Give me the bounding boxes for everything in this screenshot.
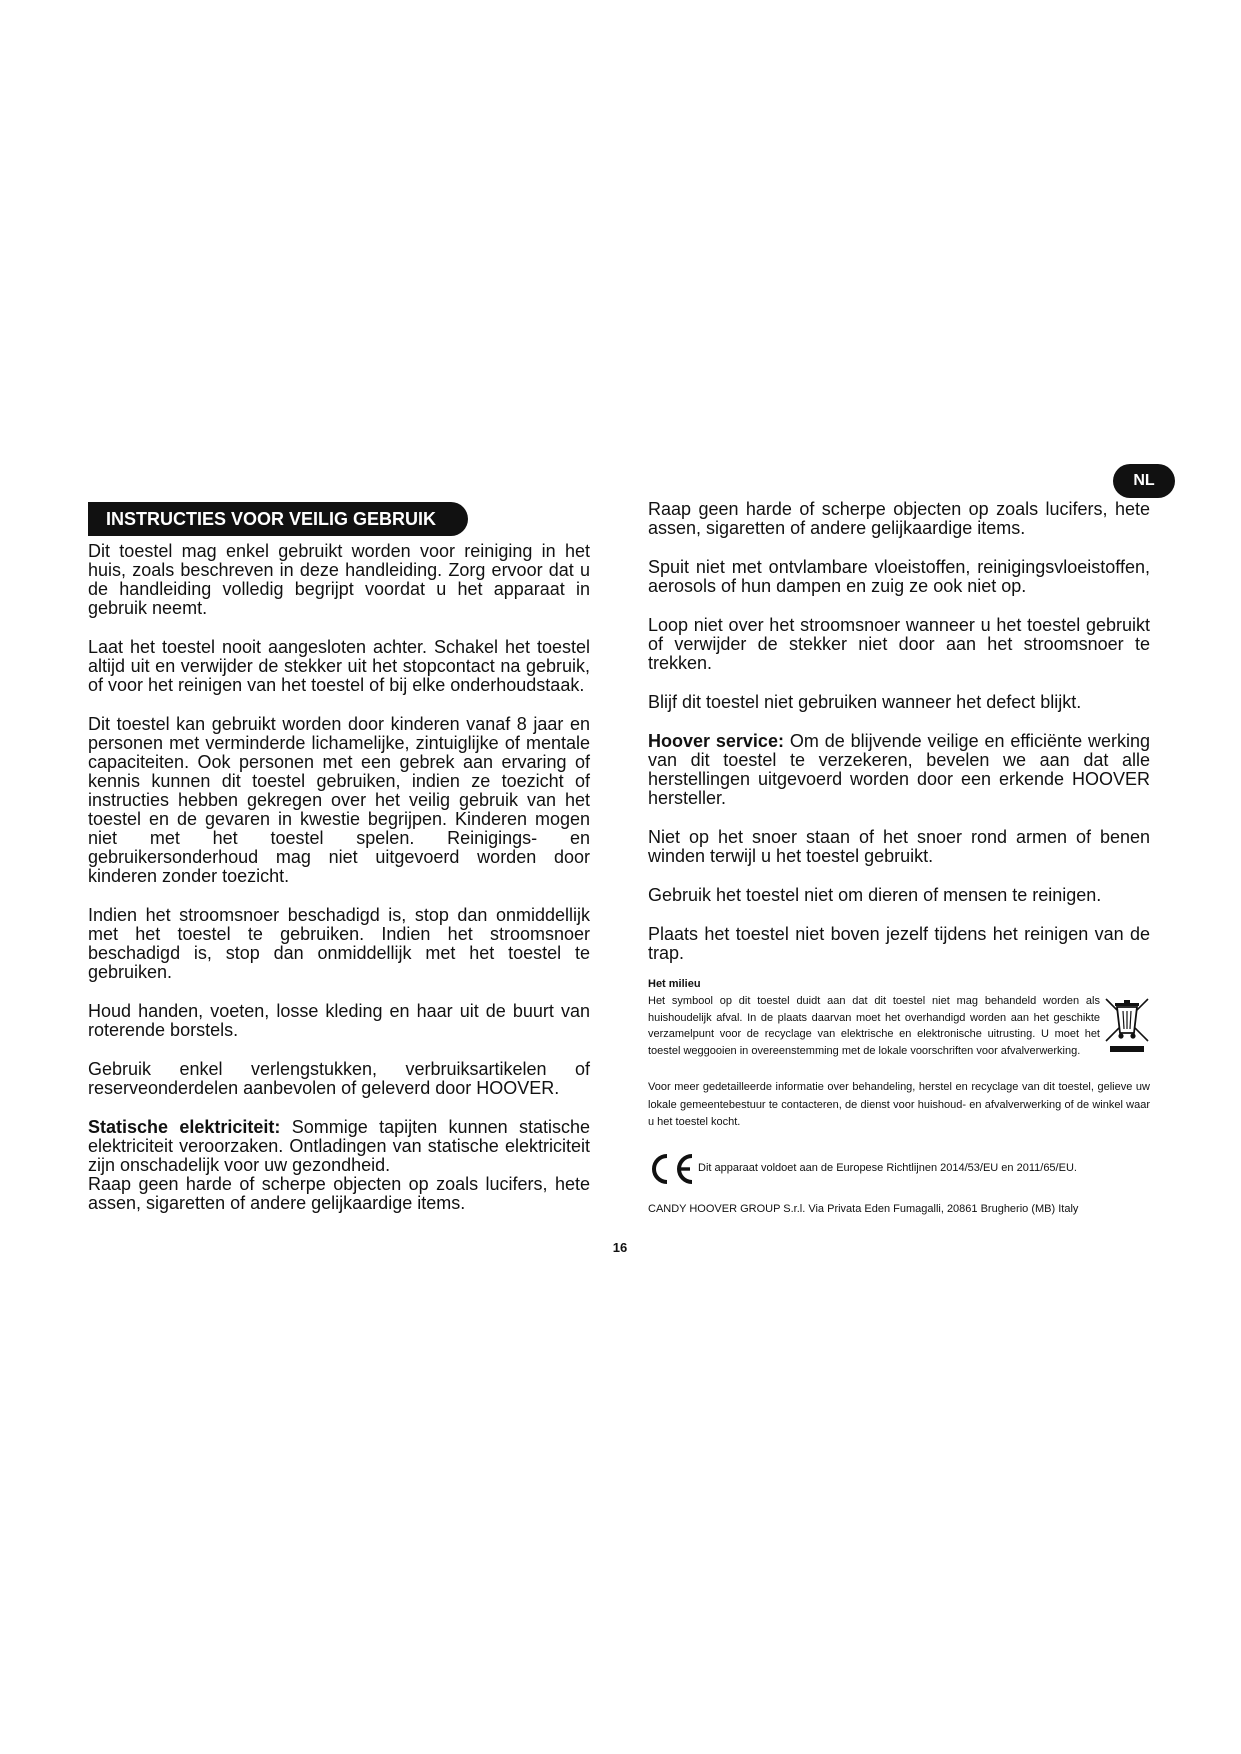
static-electricity-text: Sommige tapijten kunnen statische elektriciteit veroorzaken. Ontladingen van statische elektriciteit zijn onschadelijk voor uw gezondheid. [88, 1117, 590, 1175]
paragraph-rotating-brushes: Houd handen, voeten, losse kleding en haar uit de buurt van roterende borstels. [88, 1001, 590, 1040]
paragraph-children: Dit toestel kan gebruikt worden door kinderen vanaf 8 jaar en personen met verminderde lichamelijke, zintuiglijke of mentale capaciteiten. Ook personen met een gebrek aan ervaring of kennis kunnen dit toestel gebruiken, indien ze toezicht of instructies hebben gekregen over het veilig gebruik van het toestel en de gevaren in kwestie begrijpen. Kinderen mogen niet met het toestel spelen. Reinigings- en gebruikersonderhoud mag niet uitgevoerd worden door kinderen zonder toezicht. [88, 714, 590, 886]
page-number: 16 [612, 1240, 628, 1255]
compliance-text: Dit apparaat voldoet aan de Europese Richtlijnen 2014/53/EU en 2011/65/EU. [698, 1162, 1077, 1174]
left-column [88, 542, 590, 1233]
paragraph-sharp-objects: Raap geen harde of scherpe objecten op zoals lucifers, hete assen, sigaretten of andere gelijkaardige items. [88, 1174, 590, 1213]
paragraph-sharp-objects-right: Raap geen harde of scherpe objecten op zoals lucifers, hete assen, sigaretten of andere gelijkaardige items. [648, 499, 1150, 538]
right-column [648, 500, 1150, 1219]
paragraph-defect: Blijf dit toestel niet gebruiken wanneer het defect blijkt. [648, 692, 1082, 712]
environment-text: Het symbool op dit toestel duidt aan dat dit toestel niet mag behandeld worden als huishoudelijk afval. In de plaats daarvan moet het overhandigd worden aan het geschikte verzamelpunt voor de recyclage van elektrische en elektronische uitrusting. U moet het toestel weggooien in overeenstemming met de lokale voorschriften voor afvalverwerking. [648, 995, 1100, 1057]
environment-title: Het milieu [648, 978, 701, 990]
hoover-service-label: Hoover service: [648, 731, 784, 751]
ce-mark-icon [648, 1152, 696, 1186]
compliance-row [648, 1152, 1150, 1186]
paragraph-unplug: Laat het toestel nooit aangesloten achter. Schakel het toestel altijd uit en verwijder de stekker uit het stopcontact na gebruik, of voor het reinigen van het toestel of bij elke onderhoudstaak. [88, 637, 590, 695]
paragraph-stairs: Plaats het toestel niet boven jezelf tijdens het reinigen van de trap. [648, 924, 1150, 963]
crossed-out-wheelie-bin-icon [1104, 995, 1150, 1053]
section-heading: INSTRUCTIES VOOR VEILIG GEBRUIK [88, 502, 468, 536]
paragraph-damaged-cord: Indien het stroomsnoer beschadigd is, stop dan onmiddellijk met het toestel te gebruiken. Indien het stroomsnoer beschadigd is, stop dan onmiddellijk met het toestel te gebruiken. [88, 905, 590, 982]
company-address: CANDY HOOVER GROUP S.r.l. Via Privata Eden Fumagalli, 20861 Brugherio (MB) Italy [648, 1202, 1079, 1215]
paragraph-static-electricity [88, 1118, 590, 1175]
environment-section [648, 977, 1150, 1132]
paragraph-intended-use: Dit toestel mag enkel gebruikt worden voor reiniging in het huis, zoals beschreven in deze handleiding. Zorg ervoor dat u de handleiding volledig begrijpt voordat u het apparaat in gebruik neemt. [88, 541, 590, 618]
paragraph-flammable-liquids: Spuit niet met ontvlambare vloeistoffen, reinigingsvloeistoffen, aerosols of hun dampen en zuig ze ook niet op. [648, 557, 1150, 596]
paragraph-animals: Gebruik het toestel niet om dieren of mensen te reinigen. [648, 885, 1102, 905]
static-electricity-label: Statische elektriciteit: [88, 1117, 281, 1137]
environment-more-info: Voor meer gedetailleerde informatie over behandeling, herstel en recyclage van dit toestel, gelieve uw lokale gemeentebestuur te contacteren, de dienst voor huishoud- en afvalverwerking of de winkel waar u het toestel kocht. [648, 1081, 1150, 1128]
paragraph-cord-safety: Niet op het snoer staan of het snoer rond armen of benen winden terwijl u het toestel gebruikt. [648, 827, 1150, 866]
paragraph-accessories: Gebruik enkel verlengstukken, verbruiksartikelen of reserveonderdelen aanbevolen of geleverd door HOOVER. [88, 1059, 590, 1098]
hoover-service-text: Om de blijvende veilige en efficiënte werking van dit toestel te verzekeren, bevelen we aan dat alle herstellingen uitgevoerd worden door een erkende HOOVER hersteller. [648, 731, 1150, 808]
paragraph-cord-handling: Loop niet over het stroomsnoer wanneer u het toestel gebruikt of verwijder de stekker niet door aan het stroomsnoer te trekken. [648, 615, 1150, 673]
language-badge: NL [1113, 464, 1175, 498]
paragraph-hoover-service [648, 732, 1150, 808]
